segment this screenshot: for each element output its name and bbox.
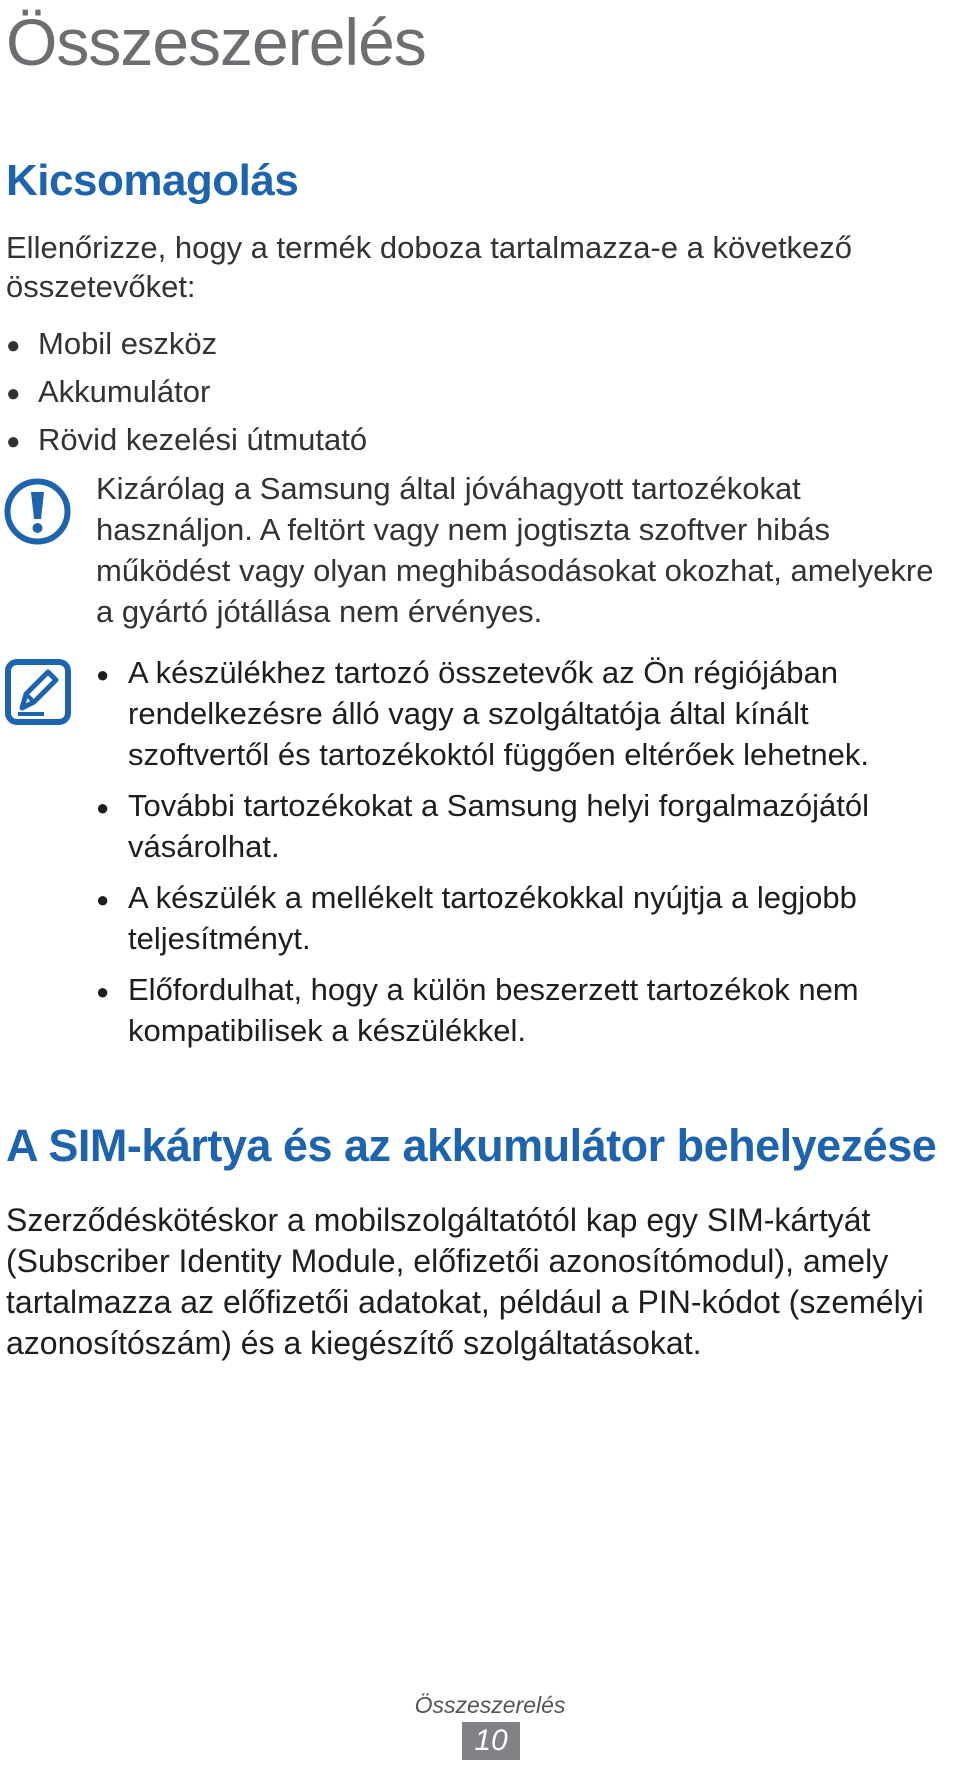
list-item [6,369,367,417]
list-item [96,785,946,867]
exclamation-circle-icon [4,478,71,545]
section-heading-sim: A SIM-kártya és az akkumulátor behelyezése [6,1120,937,1171]
bullet-icon: ● [96,662,110,687]
list-item [6,417,367,465]
list-item-label: Rövid kezelési útmutató [38,422,368,457]
note-item-text: A készülékhez tartozó összetevők az Ön régiójában rendelkezésre álló vagy a szolgáltatója által kínált szoftvertől és tartozékoktól függően eltérőek lehetnek. [128,655,869,772]
footer-section-label: Összeszerelés [414,1692,566,1718]
note-item-text: Előfordulhat, hogy a külön beszerzett tartozékok nem kompatibilisek a készülékkel. [128,972,859,1048]
bullet-icon: ● [96,979,110,1004]
note-item-text: A készülék a mellékelt tartozékokkal nyújtja a legjobb teljesítményt. [128,880,857,956]
list-item [96,877,946,959]
warning-text: Kizárólag a Samsung által jóváhagyott tartozékokat használjon. A feltört vagy nem jogtiszta szoftver hibás működést vagy olyan meghibásodásokat okozhat, amelyekre a gyártó jótállása nem érvényes. [96,471,934,629]
list-item-label: Akkumulátor [38,374,211,409]
bullet-icon: ● [96,795,110,820]
list-item-label: Mobil eszköz [38,326,218,361]
package-contents-list [6,321,367,465]
list-item [96,652,946,775]
note-item-text: További tartozékokat a Samsung helyi forgalmazójától vásárolhat. [128,788,869,864]
packaging-intro: Ellenőrizze, hogy a termék doboza tartalmazza-e a következő összetevőket: [6,230,853,304]
note-list [96,652,946,1061]
bullet-icon: ● [6,428,21,455]
pencil-note-icon [4,658,72,726]
sim-description: Szerződéskötéskor a mobilszolgáltatótól kap egy SIM-kártyát (Subscriber Identity Module, előfizetői azonosítómodul), amely tartalmazza az előfizetői adatokat, például a PIN-kódot (személyi azonosítószám) és a kiegészítő szolgáltatásokat. [6,1202,924,1361]
bullet-icon: ● [6,332,21,359]
page-title: Összeszerelés [6,5,426,79]
list-item [96,969,946,1051]
page-number: 10 [462,1722,520,1760]
section-heading-packaging: Kicsomagolás [6,156,299,205]
bullet-icon: ● [96,887,110,912]
list-item [6,321,367,369]
bullet-icon: ● [6,380,21,407]
